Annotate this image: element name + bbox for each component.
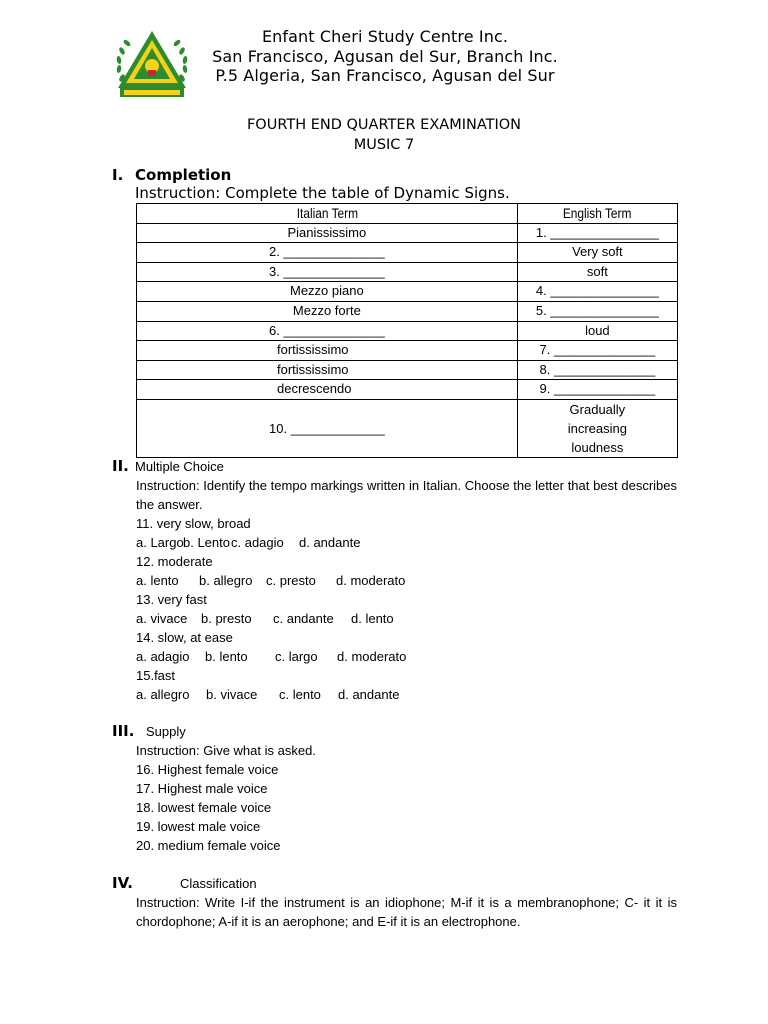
section-3-number: III. xyxy=(112,722,135,740)
supply-item-18: 18. lowest female voice xyxy=(136,800,272,815)
section-2-number: II. xyxy=(112,457,129,475)
question-14: 14. slow, at ease xyxy=(136,630,233,645)
table-row xyxy=(137,380,678,400)
table-cell: fortississimo xyxy=(137,341,518,361)
school-logo xyxy=(112,26,192,100)
supply-item-19: 19. lowest male voice xyxy=(136,819,261,834)
choices-12 xyxy=(136,571,405,590)
question-13: 13. very fast xyxy=(136,592,207,607)
section-4-number: IV. xyxy=(112,874,133,892)
table-row xyxy=(137,341,678,361)
table-cell: soft xyxy=(517,262,677,282)
table-cell: 7. ______________ xyxy=(517,341,677,361)
section-1-title: Completion xyxy=(135,166,232,184)
choices-14 xyxy=(136,647,406,666)
table-cell: fortississimo xyxy=(137,360,518,380)
supply-item-17: 17. Highest male voice xyxy=(136,781,268,796)
choice: d. lento xyxy=(351,611,394,626)
choice: a. lento xyxy=(136,573,179,588)
table-cell: 5. _______________ xyxy=(517,301,677,321)
school-name: Enfant Cheri Study Centre Inc. xyxy=(261,27,509,46)
table-cell: 6. ______________ xyxy=(137,321,518,341)
section-4-instruction: Instruction: Write I-if the instrument is an idiophone; M-if it is a membranophone; C- it it is chordophone; A-if it is an aerophone; and E-if it is an electrophone. xyxy=(136,895,677,929)
choices-13 xyxy=(136,609,394,628)
table-cell: 9. ______________ xyxy=(517,380,677,400)
table-cell: Gradually increasing loudness xyxy=(517,399,677,457)
exam-name: FOURTH END QUARTER EXAMINATION xyxy=(246,117,522,133)
choice: c. largo xyxy=(275,649,318,664)
table-cell: Mezzo forte xyxy=(137,301,518,321)
section-1-number: I. xyxy=(112,166,124,184)
table-row xyxy=(137,321,678,341)
table-cell: Mezzo piano xyxy=(137,282,518,302)
choice: c. adagio xyxy=(231,535,284,550)
supply-item-20: 20. medium female voice xyxy=(136,838,281,853)
choice: c. andante xyxy=(273,611,334,626)
table-cell: 1. _______________ xyxy=(517,223,677,243)
dynamics-table xyxy=(136,203,678,458)
table-cell: 10. _____________ xyxy=(137,399,518,457)
table-cell: decrescendo xyxy=(137,380,518,400)
choice: d. moderato xyxy=(336,573,406,588)
choices-11 xyxy=(136,533,360,552)
header-italian-term: Italian Term xyxy=(165,204,489,224)
table-cell: Very soft xyxy=(517,243,677,263)
school-branch: San Francisco, Agusan del Sur, Branch Inc. xyxy=(212,46,558,66)
table-cell: Pianississimo xyxy=(137,223,518,243)
table-row xyxy=(137,360,678,380)
choice: b. lento xyxy=(205,649,248,664)
table-cell: 8. ______________ xyxy=(517,360,677,380)
table-row xyxy=(137,262,678,282)
section-3-title: Supply xyxy=(146,724,186,739)
section-4-title: Classification xyxy=(180,876,257,891)
exam-title xyxy=(0,116,768,155)
question-11: 11. very slow, broad xyxy=(136,516,251,531)
choice: a. vivace xyxy=(136,611,188,626)
header-english-term: English Term xyxy=(529,204,665,224)
choice: b. presto xyxy=(201,611,252,626)
table-row xyxy=(137,399,678,457)
choice: b. vivace xyxy=(206,687,258,702)
table-header-row xyxy=(137,204,678,224)
table-cell: 3. ______________ xyxy=(137,262,518,282)
choice: a. adagio xyxy=(136,649,190,664)
exam-subject: MUSIC 7 xyxy=(353,136,415,153)
choice: c. presto xyxy=(266,573,316,588)
choice: b. allegro xyxy=(199,573,253,588)
choice: a. Largo xyxy=(136,535,184,550)
supply-item-16: 16. Highest female voice xyxy=(136,762,279,777)
section-1-instruction: Instruction: Complete the table of Dynamic Signs. xyxy=(135,184,510,202)
section-2-title: Multiple Choice xyxy=(135,459,224,474)
table-row xyxy=(137,223,678,243)
choices-15 xyxy=(136,685,399,704)
choice: a. allegro xyxy=(136,687,190,702)
table-row xyxy=(137,243,678,263)
choice: d. andante xyxy=(338,687,400,702)
table-row xyxy=(137,282,678,302)
school-header xyxy=(200,27,570,86)
section-2-instruction: Instruction: Identify the tempo markings written in Italian. Choose the letter that best describes the answer. xyxy=(136,478,677,512)
table-cell: loud xyxy=(517,321,677,341)
table-row xyxy=(137,301,678,321)
section-3-instruction: Instruction: Give what is asked. xyxy=(136,743,316,758)
question-12: 12. moderate xyxy=(136,554,213,569)
choice: b. Lento xyxy=(183,535,230,550)
table-cell: 4. _______________ xyxy=(517,282,677,302)
table-cell: 2. ______________ xyxy=(137,243,518,263)
choice: d. moderato xyxy=(337,649,407,664)
question-15: 15.fast xyxy=(136,668,176,683)
school-address: P.5 Algeria, San Francisco, Agusan del Sur xyxy=(215,66,555,85)
choice: c. lento xyxy=(279,687,321,702)
choice: d. andante xyxy=(299,535,361,550)
